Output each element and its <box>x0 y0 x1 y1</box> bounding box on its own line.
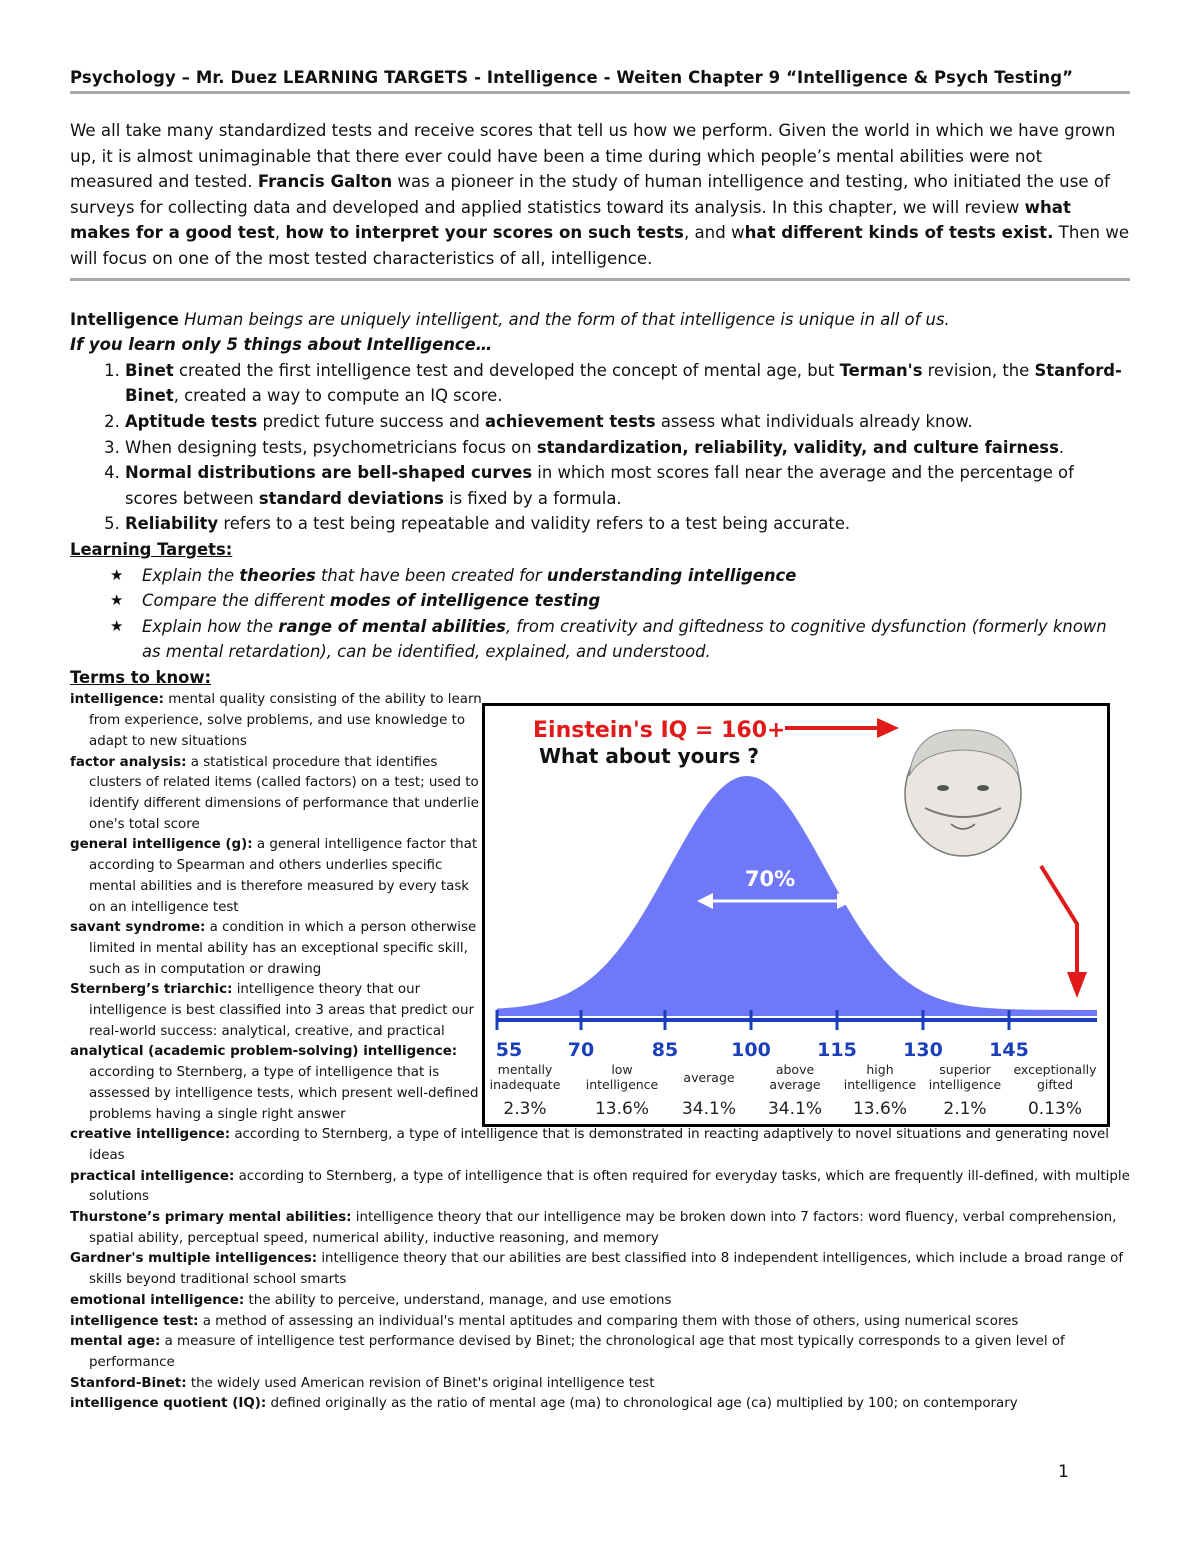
five-things-list <box>70 358 1130 537</box>
term-item: Thurstone’s primary mental abilities: intelligence theory that our intelligence may be broken down into 7 factors: word fluency, verbal comprehension, spatial ability, perceptual speed, numerical ability, inductive reasoning, and memory <box>70 1210 1117 1246</box>
band-label: above <box>775 1062 815 1077</box>
center-percent-label: 70% <box>744 867 796 891</box>
term-item: savant syndrome: a condition in which a person otherwise limited in mental ability has an exceptional specific skill, such as in computation or drawing <box>70 920 477 977</box>
learning-targets-heading: Learning Targets: <box>70 539 233 559</box>
term-item: analytical (academic problem-solving) intelligence: according to Sternberg, a type of intelligence that is assessed by intelligence tests, which present well-defined problems having a single right answer <box>70 1044 479 1122</box>
intro-paragraph <box>70 118 1130 281</box>
figure-title: Einstein's IQ = 160+ <box>533 718 786 743</box>
band-label: low <box>611 1062 633 1077</box>
title-arrow-head <box>877 718 899 738</box>
band-label: average <box>683 1070 735 1085</box>
band-percent: 2.1% <box>943 1099 987 1119</box>
axis-tick-label: 70 <box>567 1039 595 1061</box>
term-item: Stanford-Binet: the widely used American revision of Binet's original intelligence test <box>70 1375 655 1391</box>
band-label: high <box>866 1062 894 1077</box>
intro-text: , and w <box>683 223 745 243</box>
term-item: intelligence test: a method of assessing an individual's mental aptitudes and comparing them with those of others, using numerical scores <box>70 1313 1019 1329</box>
iq-bell-curve-figure <box>482 703 1110 1127</box>
intro-bold: Francis Galton <box>257 172 393 192</box>
band-label: intelligence <box>928 1077 1002 1092</box>
intro-bold: hat different kinds of tests exist. <box>744 223 1054 243</box>
list-item: ★ Compare the different modes of intelligence testing <box>110 588 1130 614</box>
axis-tick-label: 100 <box>731 1039 771 1061</box>
gifted-arrow-head <box>1067 972 1087 998</box>
band-label: gifted <box>1036 1077 1074 1092</box>
band-percent: 0.13% <box>1027 1099 1083 1119</box>
term-item: general intelligence (g): a general intelligence factor that according to Spearman and others underlies specific mental abilities and is therefore measured by every task on an intelligence test <box>70 837 478 915</box>
term-item: intelligence quotient (IQ): defined originally as the ratio of mental age (ma) to chronological age (ca) multiplied by 100; on contemporary <box>70 1396 1018 1412</box>
term-item: intelligence: mental quality consisting of the ability to learn from experience, solve problems, and use knowledge to adapt to new situations <box>70 692 482 749</box>
intelligence-tagline <box>70 307 1130 333</box>
figure-subtitle: What about yours ? <box>539 744 759 768</box>
intro-text: We all take many standardized tests and receive scores that tell us how we perform. Given the world in which we have grown up, it is almost unimaginable that there ever could have been a time during which people’s mental abilities were not measured and tested. <box>70 121 1116 192</box>
intro-bold: what makes for a good test <box>70 197 1071 243</box>
intro-text: was a pioneer in the study of human intelligence and testing, who initiated the use of surveys for collecting data and developed and applied statistics toward its analysis. In this chapter, we will review <box>70 172 1110 217</box>
axis-tick-label: 55 <box>495 1039 523 1061</box>
term-item: factor analysis: a statistical procedure that identifies clusters of related items (called factors) on a test; used to identify different dimensions of performance that underlie one's total score <box>70 754 479 832</box>
page-header: Psychology – Mr. Duez LEARNING TARGETS - Intelligence - Weiten Chapter 9 “Intelligence & Psych Testing” <box>70 68 1130 94</box>
list-item: 2. Aptitude tests predict future success and achievement tests assess what individuals already know. <box>125 409 1130 435</box>
iq-bell-curve-svg <box>485 706 1107 1124</box>
band-label: superior <box>939 1062 991 1077</box>
learning-targets-list <box>70 563 1130 665</box>
intelligence-tagline-text: Human beings are uniquely intelligent, and the form of that intelligence is unique in all of us. <box>184 309 950 329</box>
list-item: 5. Reliability refers to a test being repeatable and validity refers to a test being accurate. <box>125 511 1130 537</box>
term-item: emotional intelligence: the ability to perceive, understand, manage, and use emotions <box>70 1292 672 1308</box>
intro-bold: how to interpret your scores on such tests <box>285 223 684 243</box>
axis-ticks <box>496 1010 1029 1061</box>
band-label: average <box>769 1077 821 1092</box>
list-item: 1. Binet created the first intelligence test and developed the concept of mental age, but Terman's revision, the Stanford-Binet, created a way to compute an IQ score. <box>125 358 1130 409</box>
band-labels <box>490 1062 1098 1119</box>
band-label: mentally <box>497 1062 553 1077</box>
band-percent: 34.1% <box>681 1099 737 1119</box>
term-item: creative intelligence: according to Sternberg, a type of intelligence that is demonstrated in reacting adaptively to novel situations and generating novel ideas <box>70 1127 1110 1163</box>
portrait-illustration <box>905 730 1021 856</box>
band-percent: 13.6% <box>852 1099 908 1119</box>
list-item: ★ Explain how the range of mental abilities, from creativity and giftedness to cognitive dysfunction (formerly known as mental retardation), can be identified, explained, and understood. <box>110 614 1130 665</box>
term-item: mental age: a measure of intelligence test performance devised by Binet; the chronological age that most typically corresponds to a given level of performance <box>70 1334 1065 1370</box>
axis-tick-label: 85 <box>651 1039 679 1061</box>
axis-tick-label: 115 <box>817 1039 857 1061</box>
term-item: Gardner's multiple intelligences: intelligence theory that our abilities are best classified into 8 independent intelligences, which include a broad range of skills beyond traditional school smarts <box>70 1251 1124 1288</box>
list-item: ★ Explain the theories that have been created for understanding intelligence <box>110 563 1130 589</box>
axis-tick-label: 130 <box>903 1039 943 1061</box>
band-percent: 34.1% <box>767 1099 823 1119</box>
band-label: inadequate <box>489 1077 561 1092</box>
star-icon: ★ <box>110 591 124 610</box>
intro-text: , <box>274 223 286 243</box>
list-item: 4. Normal distributions are bell-shaped curves in which most scores fall near the average and the percentage of scores between standard deviations is fixed by a formula. <box>125 460 1130 511</box>
star-icon: ★ <box>110 565 124 584</box>
band-label: exceptionally <box>1013 1062 1097 1077</box>
five-things-heading: If you learn only 5 things about Intelligence… <box>70 335 493 355</box>
band-percent: 13.6% <box>594 1099 650 1119</box>
intro-text: Then we will focus on one of the most tested characteristics of all, intelligence. <box>70 223 1130 268</box>
terms-heading: Terms to know: <box>70 667 212 687</box>
band-percent: 2.3% <box>503 1099 547 1119</box>
axis-tick-label: 145 <box>989 1039 1029 1061</box>
band-label: intelligence <box>843 1077 917 1092</box>
page-number: 1 <box>1058 1462 1069 1482</box>
term-item: practical intelligence: according to Sternberg, a type of intelligence that is often required for everyday tasks, which are frequently ill-defined, with multiple solutions <box>70 1168 1130 1205</box>
gifted-arrow-line <box>1041 866 1077 974</box>
term-item: Sternberg’s triarchic: intelligence theory that our intelligence is best classified into 3 areas that predict our real-world success: analytical, creative, and practical <box>70 982 474 1039</box>
intelligence-label: Intelligence <box>70 309 179 329</box>
list-item: 3. When designing tests, psychometricians focus on standardization, reliability, validity, and culture fairness. <box>125 435 1130 461</box>
star-icon: ★ <box>110 616 124 635</box>
band-label: intelligence <box>585 1077 659 1092</box>
